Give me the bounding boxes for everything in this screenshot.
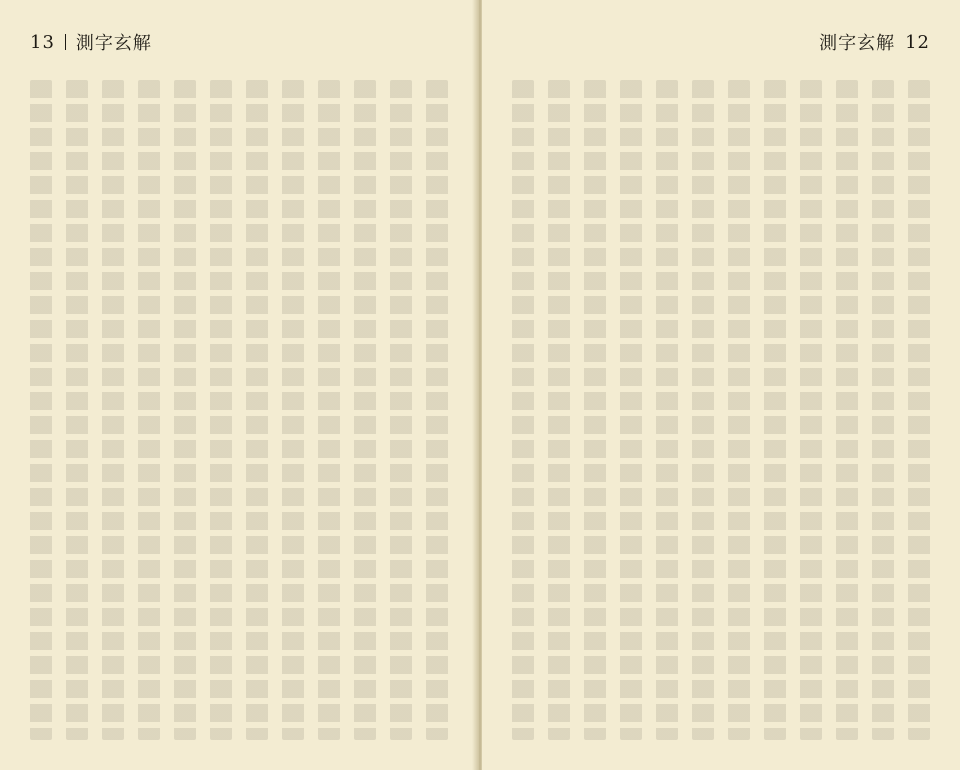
text-column-placeholder — [30, 80, 52, 740]
text-column-placeholder — [426, 80, 448, 740]
text-column-placeholder — [174, 80, 196, 740]
left-page — [0, 0, 478, 770]
text-column-placeholder — [210, 80, 232, 740]
text-column-placeholder — [656, 80, 678, 740]
text-column-placeholder — [102, 80, 124, 740]
text-column-placeholder — [354, 80, 376, 740]
text-column-placeholder — [390, 80, 412, 740]
text-column-placeholder — [138, 80, 160, 740]
right-running-title: 測字玄解 — [819, 33, 896, 54]
text-column-placeholder — [764, 80, 786, 740]
text-column-placeholder — [836, 80, 858, 740]
right-body-text-placeholder — [512, 80, 930, 740]
left-page-number: 13 — [30, 31, 55, 53]
left-running-title: 測字玄解 — [75, 33, 152, 54]
text-column-placeholder — [908, 80, 930, 740]
text-column-placeholder — [318, 80, 340, 740]
text-column-placeholder — [800, 80, 822, 740]
text-column-placeholder — [584, 80, 606, 740]
right-page-number: 12 — [905, 31, 930, 53]
text-column-placeholder — [66, 80, 88, 740]
text-column-placeholder — [728, 80, 750, 740]
right-running-head — [819, 28, 930, 56]
head-divider — [65, 34, 66, 50]
text-column-placeholder — [282, 80, 304, 740]
text-column-placeholder — [872, 80, 894, 740]
right-page — [482, 0, 960, 770]
text-column-placeholder — [692, 80, 714, 740]
text-column-placeholder — [512, 80, 534, 740]
text-column-placeholder — [620, 80, 642, 740]
left-body-text-placeholder — [30, 80, 448, 740]
text-column-placeholder — [246, 80, 268, 740]
left-running-head — [30, 28, 152, 56]
text-column-placeholder — [548, 80, 570, 740]
